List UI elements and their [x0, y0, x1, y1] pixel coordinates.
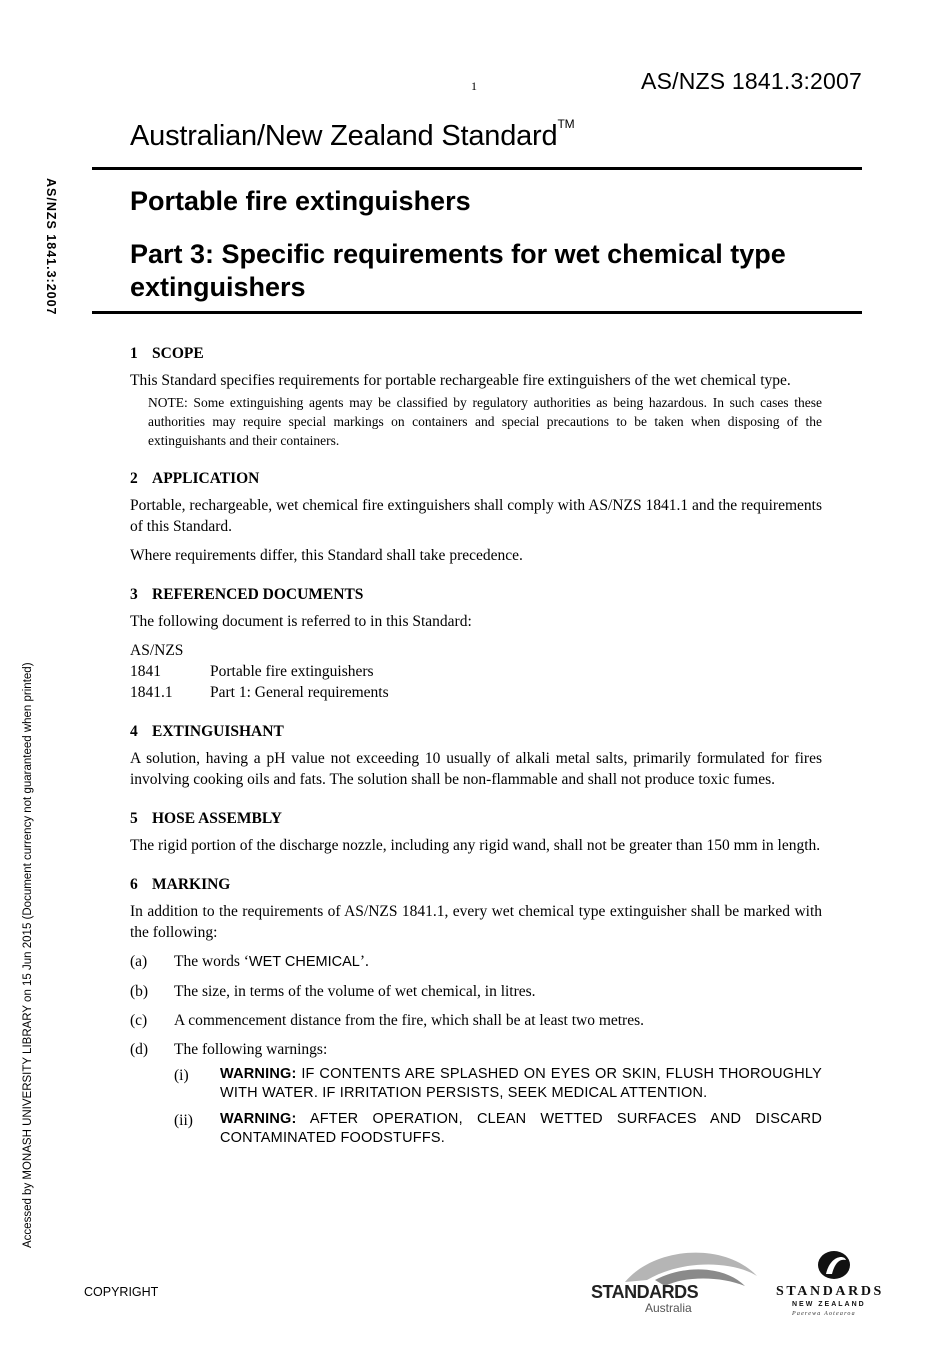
- list-item-text: The following warnings:: [174, 1041, 328, 1058]
- section-title: APPLICATION: [152, 470, 260, 487]
- list-item-text: [174, 951, 369, 973]
- trademark: TM: [557, 117, 575, 132]
- logo-subtext: Australia: [645, 1301, 692, 1314]
- list-item-label: (c): [130, 1012, 148, 1029]
- document-body: [130, 343, 822, 1166]
- warning-label: (i): [174, 1067, 189, 1084]
- reference-group-label: AS/NZS: [130, 642, 184, 659]
- section-number: 6: [130, 876, 138, 893]
- list-item-label: (d): [130, 1041, 149, 1058]
- list-item: [130, 1010, 822, 1031]
- section-application: [130, 468, 822, 566]
- paragraph: In addition to the requirements of AS/NZS 1841.1, every wet chemical type extinguisher shall be marked with the following:: [130, 903, 822, 941]
- section-heading: [130, 468, 822, 489]
- standards-australia-logo: [585, 1246, 760, 1314]
- warning-label: (ii): [174, 1112, 193, 1129]
- warning-prefix: WARNING:: [220, 1066, 297, 1082]
- standard-code: AS/NZS 1841.3:2007: [641, 68, 862, 94]
- reference-row: [130, 682, 822, 703]
- logo-text: STANDARDS: [776, 1284, 884, 1299]
- list-item-text-emphasis: WET CHEMICAL: [248, 954, 360, 970]
- section-title: EXTINGUISHANT: [152, 723, 284, 740]
- reference-title: Portable fire extinguishers: [210, 663, 374, 680]
- section-heading: [130, 584, 822, 605]
- document-part-title: Part 3: Specific requirements for wet chemical type extinguishers: [130, 239, 786, 302]
- list-item: [130, 1039, 822, 1060]
- list-item-text-pre: The words ‘: [174, 953, 249, 970]
- warning-body: IF CONTENTS ARE SPLASHED ON EYES OR SKIN, FLUSH THOROUGHLY WITH WATER. IF IRRITATION PERSISTS, SEEK MEDICAL ATTENTION.: [220, 1066, 822, 1101]
- reference-code: 1841.1: [130, 684, 173, 701]
- logo-tagline: Paerewa Aotearoa: [792, 1311, 856, 1317]
- list-item-label: (a): [130, 953, 148, 970]
- section-title: HOSE ASSEMBLY: [152, 810, 282, 827]
- paragraph: The rigid portion of the discharge nozzle, including any rigid wand, shall not be greater than 150 mm in length.: [130, 837, 821, 854]
- section-hose-assembly: [130, 808, 822, 856]
- document-title: Portable fire extinguishers: [130, 186, 471, 216]
- section-number: 2: [130, 470, 138, 487]
- warning-text: [220, 1110, 822, 1148]
- warning-body: AFTER OPERATION, CLEAN WETTED SURFACES AND DISCARD CONTAMINATED FOODSTUFFS.: [220, 1111, 822, 1146]
- list-item: [130, 951, 822, 973]
- section-marking: [130, 874, 822, 1148]
- paragraph: Portable, rechargeable, wet chemical fire extinguishers shall comply with AS/NZS 1841.1 and the requirements of this Standard.: [130, 497, 822, 535]
- warning-text: [220, 1065, 822, 1103]
- side-standard-code: AS/NZS 1841.3:2007: [44, 178, 58, 316]
- logo-subtext: NEW ZEALAND: [792, 1301, 866, 1308]
- section-title: SCOPE: [152, 345, 204, 362]
- section-referenced-documents: [130, 584, 822, 703]
- access-watermark: Accessed by MONASH UNIVERSITY LIBRARY on 15 Jun 2015 (Document currency not guaranteed when printed): [22, 662, 34, 1248]
- section-scope: [130, 343, 822, 450]
- page-number: 1: [471, 79, 477, 93]
- section-title: REFERENCED DOCUMENTS: [152, 586, 364, 603]
- warning-item: [174, 1110, 822, 1148]
- paragraph: The following document is referred to in this Standard:: [130, 613, 472, 630]
- section-heading: [130, 874, 822, 895]
- paragraph: A solution, having a pH value not exceeding 10 usually of alkali metal salts, primarily formulated for fires involving cooking oils and fats. The solution shall be non-flammable and shall not produce toxic fumes.: [130, 750, 822, 788]
- warning-item: [174, 1065, 822, 1103]
- reference-title: Part 1: General requirements: [210, 684, 389, 701]
- note: NOTE: Some extinguishing agents may be classified by regulatory authorities as being hazardous. In such cases these authorities may require special markings on containers and special precautions to be taken when disposing of the extinguishants and their containers.: [148, 395, 822, 448]
- section-number: 5: [130, 810, 138, 827]
- reference-row: [130, 661, 822, 682]
- paragraph: This Standard specifies requirements for portable rechargeable fire extinguishers of the wet chemical type.: [130, 372, 791, 389]
- logo-text: STANDARDS: [591, 1282, 699, 1302]
- warning-prefix: WARNING:: [220, 1111, 297, 1127]
- list-item-label: (b): [130, 983, 149, 1000]
- section-heading: [130, 343, 822, 364]
- header-rule-top: [92, 167, 862, 170]
- section-heading: [130, 721, 822, 742]
- marking-list: [130, 951, 822, 1148]
- section-number: 3: [130, 586, 138, 603]
- reference-code: 1841: [130, 663, 161, 680]
- series-title: [130, 117, 575, 153]
- section-heading: [130, 808, 822, 829]
- reference-group: [130, 640, 822, 661]
- list-item-text: A commencement distance from the fire, which shall be at least two metres.: [174, 1012, 645, 1029]
- reference-list: [130, 640, 822, 703]
- header-rule-bottom: [92, 311, 862, 314]
- list-item-text-post: ’.: [359, 953, 369, 970]
- standards-new-zealand-logo: [774, 1248, 896, 1318]
- section-extinguishant: [130, 721, 822, 790]
- section-number: 4: [130, 723, 138, 740]
- section-number: 1: [130, 345, 138, 362]
- list-item: [130, 981, 822, 1002]
- section-title: MARKING: [152, 876, 231, 893]
- series-title-text: Australian/New Zealand Standard: [130, 120, 558, 152]
- copyright-label: COPYRIGHT: [84, 1285, 159, 1299]
- paragraph: Where requirements differ, this Standard shall take precedence.: [130, 547, 523, 564]
- list-item-text: The size, in terms of the volume of wet chemical, in litres.: [174, 983, 536, 1000]
